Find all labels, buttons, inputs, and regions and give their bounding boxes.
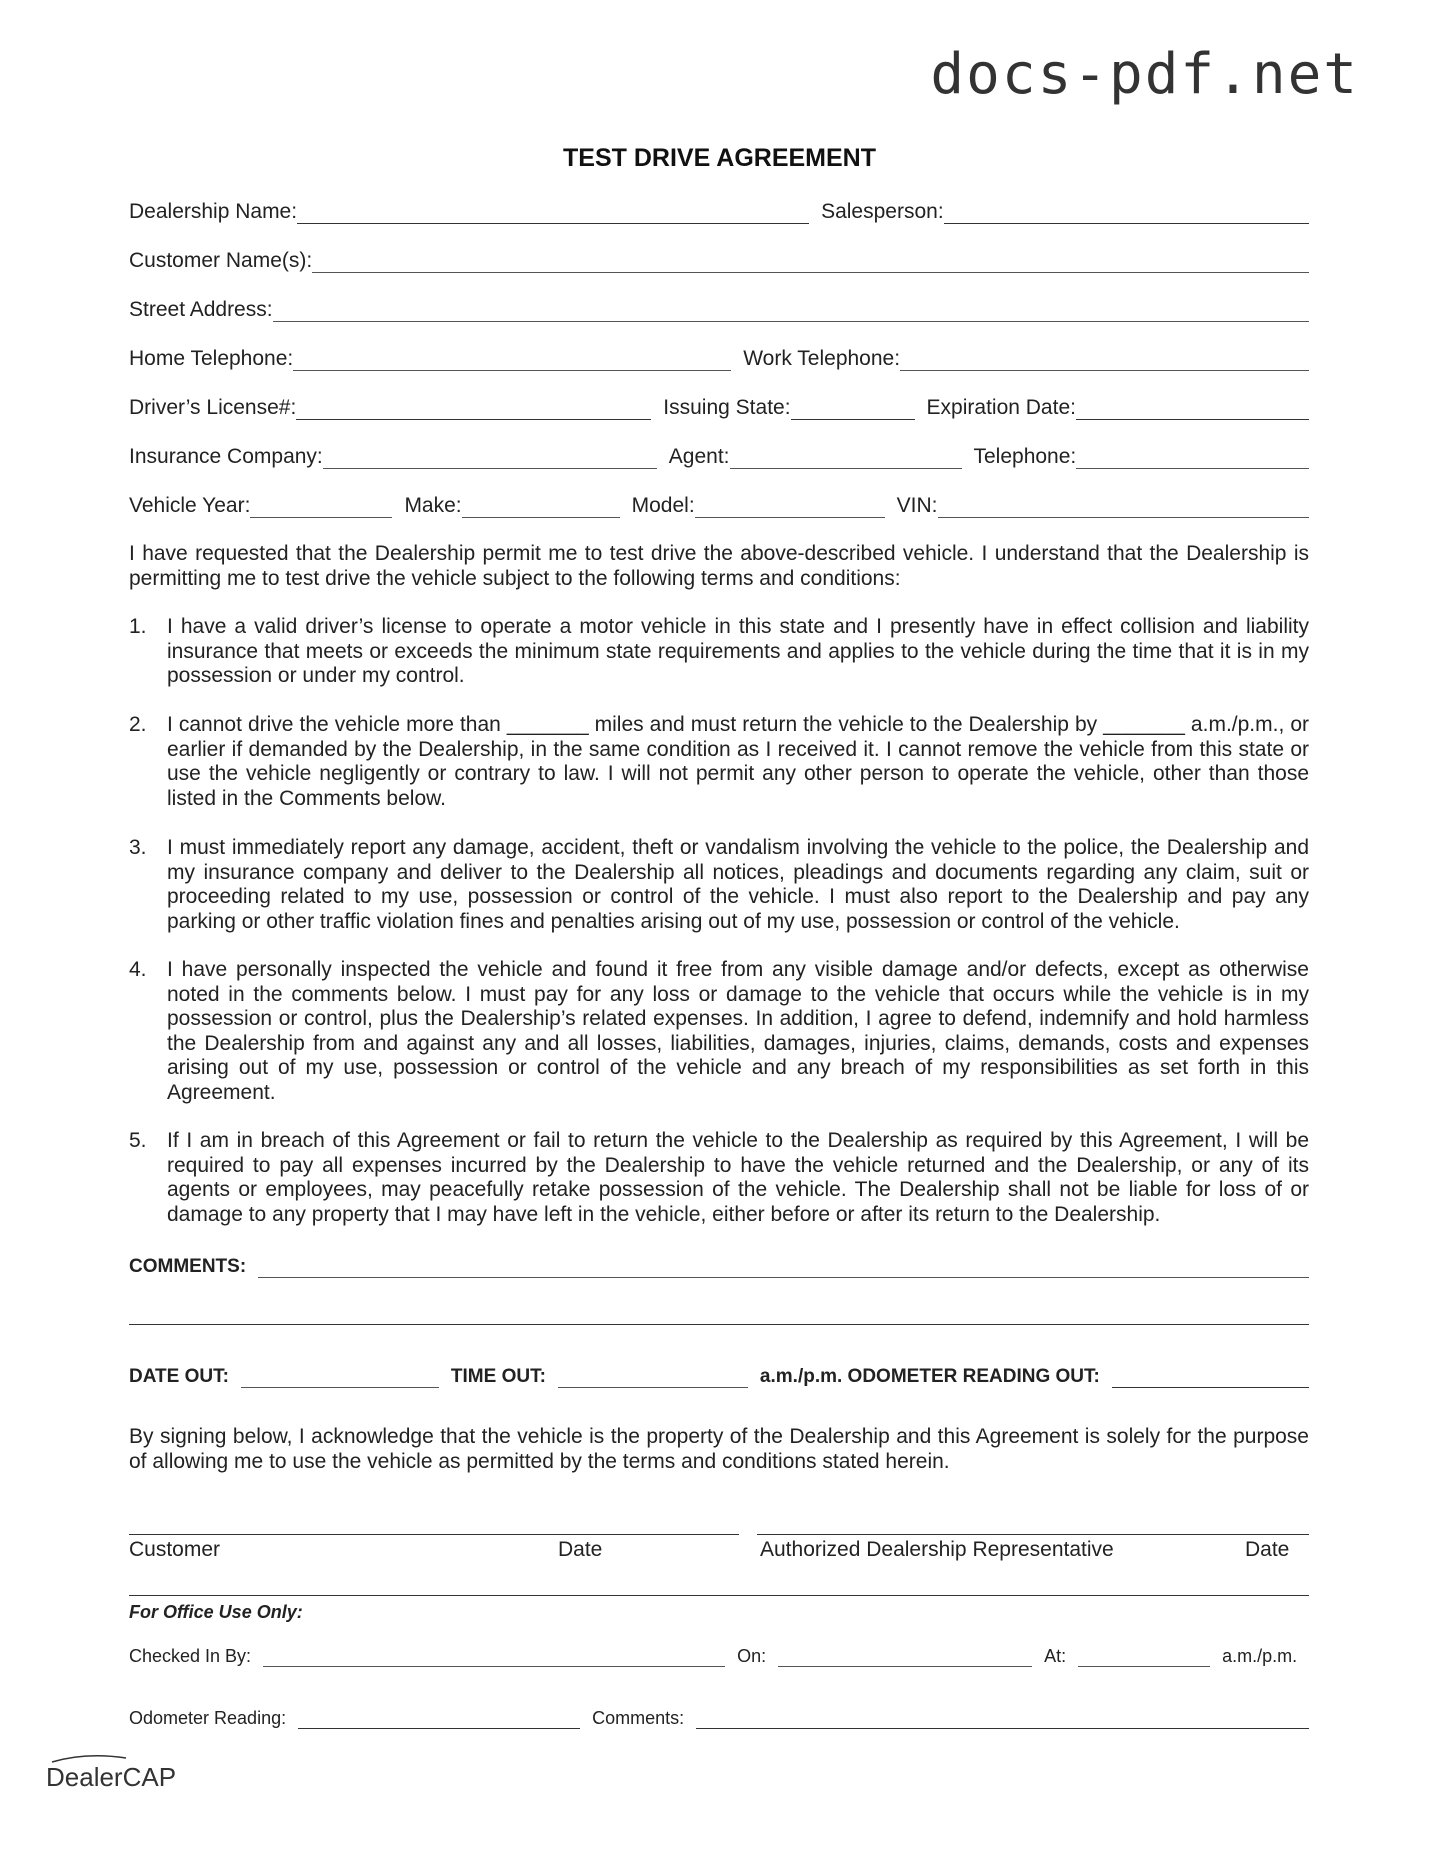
insurance-company-field[interactable] [323, 448, 657, 469]
odometer-row [129, 1701, 1309, 1729]
ampm-label: a.m./p.m. [1222, 1646, 1298, 1666]
term-number: 4. [129, 958, 147, 981]
office-use-heading: For Office Use Only: [129, 1602, 303, 1622]
work-telephone-field[interactable] [900, 350, 1309, 371]
model-field[interactable] [695, 497, 885, 518]
issuing-state-label: Issuing State: [663, 396, 791, 419]
work-telephone-label: Work Telephone: [743, 347, 901, 370]
vehicle-row [129, 490, 1309, 518]
page-title: TEST DRIVE AGREEMENT [563, 144, 876, 172]
term-text: If I am in breach of this Agreement or fail to return the vehicle to the Dealership as required by this Agreement, I will be required to pay all expenses incurred by the Dealership to have the vehicle returned and the Dealership, or any of its agents or employees, may peacefully retake possession of the vehicle. The Dealership shall not be liable for loss of or damage to any property that I may have left in the vehicle, either before or after its return to the Dealership. [167, 1129, 1309, 1226]
at-field[interactable] [1078, 1646, 1210, 1667]
dealership-row [129, 196, 1309, 224]
customer-names-field[interactable] [312, 252, 1309, 273]
logo-swoosh-icon [46, 1752, 176, 1792]
logo-text: DealerCAP [46, 1762, 176, 1792]
insurance-company-label: Insurance Company: [129, 445, 323, 468]
vehicle-year-label: Vehicle Year: [129, 494, 251, 517]
at-label: At: [1044, 1646, 1067, 1666]
office-comments-field[interactable] [696, 1708, 1309, 1729]
term-text: I have a valid driver’s license to operate a motor vehicle in this state and I presently have in effect collision and liability insurance that meets or exceeds the minimum state requirements and applies to the vehicle during the time that it is in my possession or under my control. [167, 615, 1309, 687]
intro-paragraph: I have requested that the Dealership permit me to test drive the above-described vehicle. I understand that the Dealership is permitting me to test drive the vehicle subject to the following terms and conditions: [129, 542, 1309, 590]
term-item [129, 836, 1309, 934]
insurance-row [129, 441, 1309, 469]
customer-names-label: Customer Name(s): [129, 249, 313, 272]
time-out-label: TIME OUT: [450, 1366, 546, 1387]
expiration-date-label: Expiration Date: [926, 396, 1076, 419]
term-number: 5. [129, 1129, 147, 1152]
term-number: 3. [129, 836, 147, 859]
license-row [129, 392, 1309, 420]
comments-label: COMMENTS: [129, 1256, 247, 1277]
watermark: docs-pdf.net [930, 42, 1359, 107]
acknowledgement-paragraph: By signing below, I acknowledge that the vehicle is the property of the Dealership and this Agreement is solely for the purpose of allowing me to use the vehicle as permitted by the terms and conditions stated herein. [129, 1425, 1309, 1473]
customer-date-caption: Date [558, 1538, 603, 1561]
vin-label: VIN: [896, 494, 938, 517]
street-address-label: Street Address: [129, 298, 273, 321]
odometer-out-field[interactable] [1112, 1367, 1309, 1388]
checked-in-by-field[interactable] [263, 1646, 725, 1667]
model-label: Model: [631, 494, 695, 517]
comments-row [129, 1250, 1309, 1278]
comments-field[interactable] [258, 1257, 1309, 1278]
representative-signature-line[interactable] [757, 1534, 1309, 1535]
drivers-license-field[interactable] [296, 399, 651, 420]
representative-caption: Authorized Dealership Representative [760, 1538, 1114, 1561]
address-row [129, 294, 1309, 322]
term-item [129, 615, 1309, 689]
vehicle-year-field[interactable] [250, 497, 392, 518]
comments-line-2[interactable] [129, 1324, 1309, 1325]
home-telephone-field[interactable] [293, 350, 731, 371]
term-item [129, 713, 1309, 811]
telephone-row [129, 343, 1309, 371]
telephone-label: Telephone: [973, 445, 1077, 468]
salesperson-label: Salesperson: [821, 200, 944, 223]
salesperson-field[interactable] [944, 203, 1309, 224]
on-field[interactable] [778, 1646, 1032, 1667]
customer-signature-line[interactable] [129, 1534, 739, 1535]
term-number: 2. [129, 713, 147, 736]
odometer-out-label: a.m./p.m. ODOMETER READING OUT: [759, 1366, 1100, 1387]
issuing-state-field[interactable] [791, 399, 915, 420]
checked-in-by-label: Checked In By: [129, 1646, 252, 1666]
agent-field[interactable] [730, 448, 962, 469]
term-text: I must immediately report any damage, accident, theft or vandalism involving the vehicle to the police, the Dealership and my insurance company and deliver to the Dealership all notices, pleadings and documents regarding any claim, suit or proceeding related to my use, possession or control of the vehicle. I must also report to the Dealership and pay any parking or other traffic violation fines and penalties arising out of my use, possession or control of the vehicle. [167, 836, 1309, 933]
dealership-name-label: Dealership Name: [129, 200, 298, 223]
office-divider [129, 1595, 1309, 1596]
representative-date-caption: Date [1245, 1538, 1290, 1561]
expiration-date-field[interactable] [1076, 399, 1309, 420]
checked-in-row [129, 1639, 1309, 1667]
date-out-label: DATE OUT: [129, 1366, 229, 1387]
insurance-telephone-field[interactable] [1076, 448, 1309, 469]
office-comments-label: Comments: [592, 1708, 685, 1728]
odometer-reading-label: Odometer Reading: [129, 1708, 287, 1728]
date-out-field[interactable] [241, 1367, 439, 1388]
term-item [129, 958, 1309, 1105]
dealership-name-field[interactable] [297, 203, 809, 224]
term-item [129, 1129, 1309, 1227]
street-address-field[interactable] [273, 301, 1309, 322]
checkout-row [129, 1360, 1309, 1388]
make-field[interactable] [462, 497, 620, 518]
drivers-license-label: Driver’s License#: [129, 396, 297, 419]
home-telephone-label: Home Telephone: [129, 347, 294, 370]
time-out-field[interactable] [558, 1367, 748, 1388]
term-text: I have personally inspected the vehicle and found it free from any visible damage and/or defects, except as otherwise noted in the comments below. I must pay for any loss or damage to the vehicle that occurs while the vehicle is in my possession or control, plus the Dealership’s related expenses. In addition, I agree to defend, indemnify and hold harmless the Dealership from and against any and all losses, liabilities, damages, injuries, claims, demands, costs and expenses arising out of my use, possession or control of the vehicle and any breach of my responsibilities as set forth in this Agreement. [167, 958, 1309, 1104]
agent-label: Agent: [668, 445, 730, 468]
dealercap-logo [46, 1752, 176, 1792]
on-label: On: [737, 1646, 767, 1666]
customer-caption: Customer [129, 1538, 221, 1561]
make-label: Make: [404, 494, 462, 517]
odometer-reading-field[interactable] [298, 1708, 580, 1729]
term-number: 1. [129, 615, 147, 638]
customer-row [129, 245, 1309, 273]
term-text: I cannot drive the vehicle more than _______ miles and must return the vehicle to the Dealership by _______ a.m./p.m., or earlier if demanded by the Dealership, in the same condition as I received it. I cannot remove the vehicle from this state or use the vehicle negligently or contrary to law. I will not permit any other person to operate the vehicle, other than those listed in the Comments below. [167, 713, 1309, 810]
vin-field[interactable] [938, 497, 1310, 518]
